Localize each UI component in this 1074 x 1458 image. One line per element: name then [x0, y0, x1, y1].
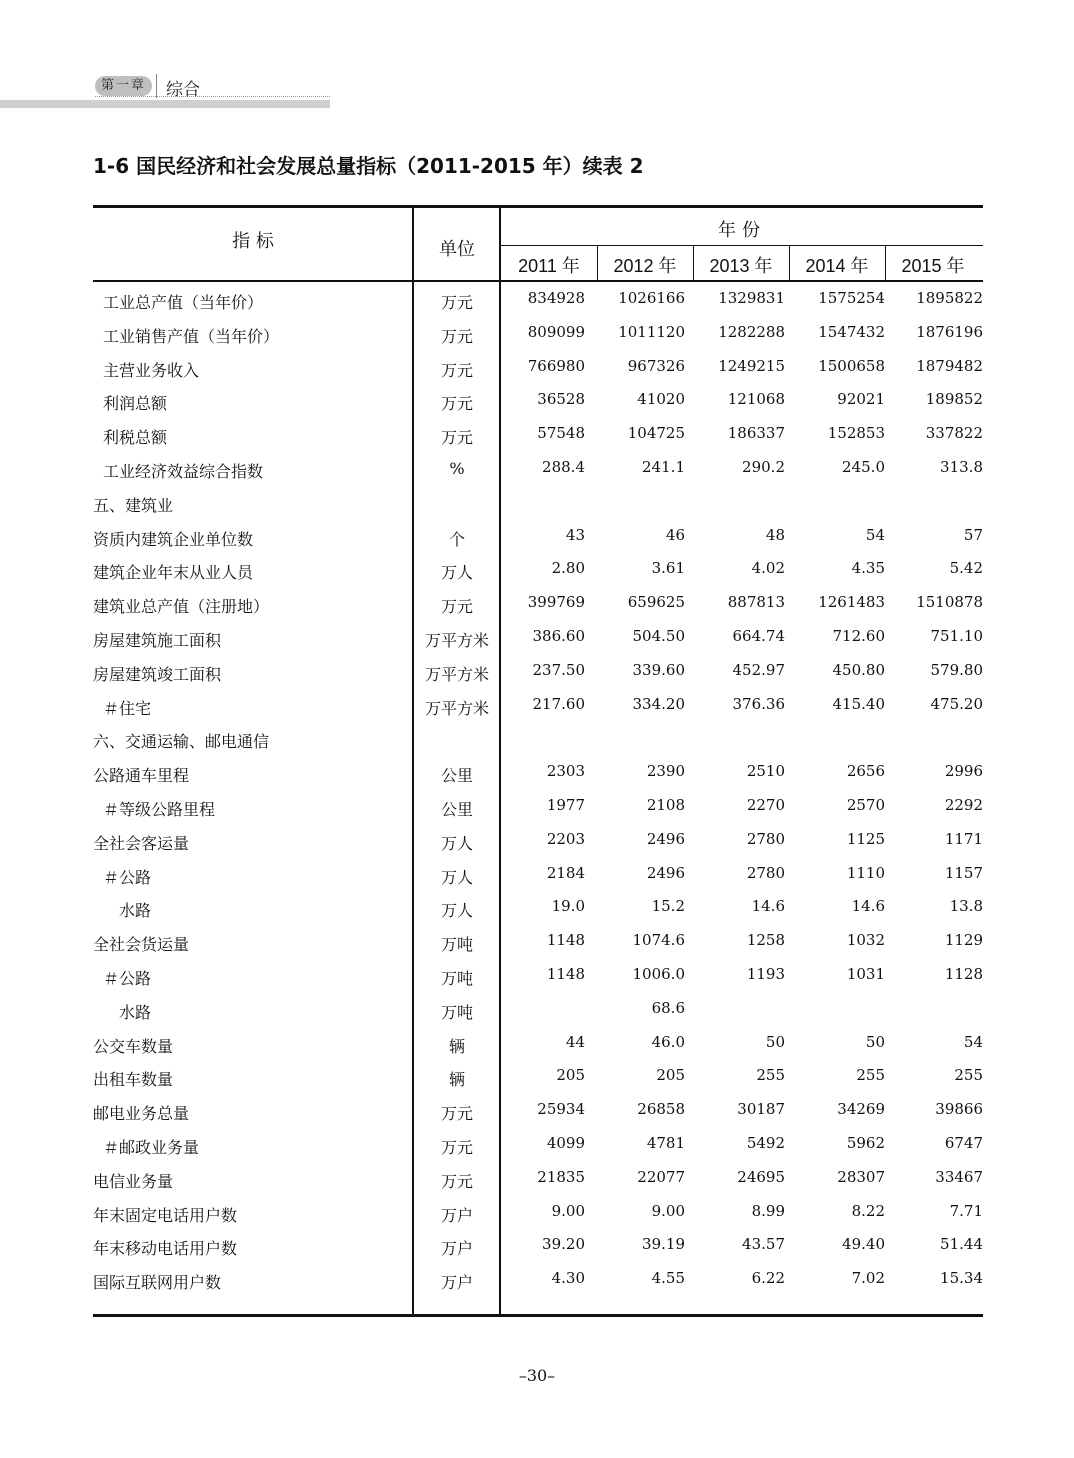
row-unit: 万吨 [440, 1002, 473, 1022]
row-value-cell: 241.1 [642, 457, 685, 476]
row-indicator-name: ＃公路 [103, 867, 152, 887]
row-value-cell: 1249215 [718, 356, 785, 375]
row-value-cell: 415.40 [832, 694, 885, 713]
row-unit: 万人 [440, 563, 473, 583]
row-value-cell: 313.8 [940, 457, 983, 476]
row-value-cell: 48 [765, 525, 785, 544]
row-value-cell: 13.8 [949, 897, 983, 916]
row-value-cell: 9.00 [551, 1201, 585, 1220]
table-row [93, 927, 983, 961]
row-value-cell: 14.6 [851, 897, 885, 916]
row-indicator-name: 电信业务量 [93, 1171, 174, 1191]
row-value-cell: 1011120 [618, 322, 685, 341]
year-group-rule [501, 245, 983, 246]
row-value-cell: 5492 [746, 1133, 785, 1152]
row-value-cell: 33467 [935, 1167, 983, 1186]
row-value-cell: 334.20 [632, 694, 685, 713]
row-value-cell: 9.00 [651, 1201, 685, 1220]
table-row [93, 420, 983, 454]
row-value-cell: 2292 [944, 795, 983, 814]
row-value-cell: 6747 [944, 1133, 983, 1152]
row-value-cell: 2510 [746, 762, 785, 781]
row-indicator-name: 六、交通运输、邮电通信 [93, 732, 270, 752]
row-value-cell: 28307 [837, 1167, 885, 1186]
row-indicator-name: 资质内建筑企业单位数 [93, 529, 254, 549]
table-row [93, 826, 983, 860]
row-value-cell: 1157 [944, 863, 983, 882]
row-unit: % [449, 458, 465, 478]
row-value-cell: 1032 [846, 931, 885, 950]
row-value-cell: 104725 [627, 424, 685, 443]
row-value-cell: 54 [865, 525, 885, 544]
row-value-cell: 245.0 [842, 457, 885, 476]
table-row [93, 623, 983, 657]
table-row [93, 860, 983, 894]
row-unit: 辆 [448, 1036, 465, 1056]
row-value-cell: 4781 [646, 1133, 685, 1152]
row-value-cell: 1129 [944, 931, 983, 950]
page-number: –30– [518, 1366, 556, 1385]
table-row [93, 1130, 983, 1164]
row-value-cell: 255 [856, 1066, 885, 1085]
row-indicator-name: 工业经济效益综合指数 [103, 461, 264, 481]
table-row [93, 1198, 983, 1232]
chapter-name: 综合 [166, 80, 200, 100]
row-value-cell: 217.60 [532, 694, 585, 713]
row-value-cell: 290.2 [742, 457, 785, 476]
header-year: 2011 年 [518, 256, 580, 276]
row-value-cell: 1193 [746, 964, 785, 983]
row-value-cell: 2996 [944, 762, 983, 781]
row-indicator-name: 水路 [119, 1002, 152, 1022]
row-value-cell: 1125 [846, 829, 885, 848]
row-unit: 万元 [440, 360, 473, 380]
table-row [93, 285, 983, 319]
row-value-cell: 57548 [537, 424, 585, 443]
row-indicator-name: 主营业务收入 [103, 360, 200, 380]
row-indicator-name: 国际互联网用户数 [93, 1273, 222, 1293]
table-row [93, 319, 983, 353]
row-value-cell: 2203 [546, 829, 585, 848]
chapter-badge: 第一章 [95, 76, 152, 96]
row-unit: 万元 [440, 597, 473, 617]
row-indicator-name: 五、建筑业 [93, 495, 174, 515]
row-unit: 万元 [440, 394, 473, 414]
header-unit: 单位 [439, 239, 475, 260]
row-value-cell: 1500658 [818, 356, 885, 375]
row-unit: 万吨 [440, 968, 473, 988]
row-value-cell: 475.20 [930, 694, 983, 713]
row-value-cell: 1074.6 [632, 931, 685, 950]
row-value-cell: 2780 [746, 863, 785, 882]
header-year-group: 年份 [718, 220, 766, 241]
row-value-cell: 1171 [944, 829, 983, 848]
row-value-cell: 92021 [837, 390, 885, 409]
row-value-cell: 44 [565, 1032, 585, 1051]
row-value-cell: 834928 [527, 289, 585, 307]
row-unit: 万人 [440, 867, 473, 887]
row-value-cell: 43.57 [742, 1235, 785, 1254]
table-row [93, 657, 983, 691]
row-value-cell: 50 [765, 1032, 785, 1051]
row-value-cell: 5962 [846, 1133, 885, 1152]
row-value-cell: 25934 [537, 1100, 585, 1119]
row-value-cell: 1510878 [916, 593, 983, 612]
row-value-cell: 43 [565, 525, 585, 544]
row-value-cell: 4.55 [651, 1269, 685, 1288]
row-value-cell: 288.4 [542, 457, 585, 476]
row-indicator-name: 出租车数量 [93, 1070, 174, 1090]
row-unit: 万元 [440, 1137, 473, 1157]
row-value-cell: 15.34 [940, 1269, 983, 1288]
table-row [93, 792, 983, 826]
row-value-cell: 46 [665, 525, 685, 544]
row-value-cell: 152853 [827, 424, 885, 443]
table-row [93, 1062, 983, 1096]
row-unit: 万人 [440, 901, 473, 921]
row-indicator-name: ＃邮政业务量 [103, 1137, 200, 1157]
row-value-cell: 751.10 [930, 626, 983, 645]
row-value-cell: 30187 [737, 1100, 785, 1119]
row-value-cell: 1026166 [618, 289, 685, 307]
row-indicator-name: 邮电业务总量 [93, 1104, 190, 1124]
table-row [93, 961, 983, 995]
row-value-cell: 54 [963, 1032, 983, 1051]
row-value-cell: 1977 [546, 795, 585, 814]
row-value-cell: 1547432 [818, 322, 885, 341]
row-unit: 辆 [448, 1070, 465, 1090]
table-row [93, 1231, 983, 1265]
row-value-cell: 339.60 [632, 660, 685, 679]
row-value-cell: 4.35 [851, 559, 885, 578]
row-unit: 公里 [440, 799, 473, 819]
row-value-cell: 6.22 [751, 1269, 785, 1288]
table-row [93, 353, 983, 387]
row-value-cell: 205 [656, 1066, 685, 1085]
table-row [93, 454, 983, 488]
table-row [93, 386, 983, 420]
row-value-cell: 809099 [527, 322, 585, 341]
row-value-cell: 579.80 [930, 660, 983, 679]
row-value-cell: 237.50 [532, 660, 585, 679]
row-value-cell: 49.40 [842, 1235, 885, 1254]
row-value-cell: 399769 [527, 593, 585, 612]
row-value-cell: 1876196 [916, 322, 983, 341]
table-header-rule [93, 280, 983, 282]
table-row [93, 691, 983, 725]
row-value-cell: 15.2 [651, 897, 685, 916]
row-value-cell: 36528 [537, 390, 585, 409]
row-value-cell: 19.0 [551, 897, 585, 916]
row-indicator-name: 工业总产值（当年价） [103, 293, 264, 312]
header-year: 2014 年 [805, 256, 869, 276]
row-indicator-name: 水路 [119, 901, 152, 921]
row-value-cell: 1895822 [916, 289, 983, 307]
row-value-cell: 189852 [925, 390, 983, 409]
row-value-cell: 452.97 [732, 660, 785, 679]
row-unit: 个 [448, 529, 465, 549]
row-value-cell: 1258 [746, 931, 785, 950]
row-value-cell: 386.60 [532, 626, 585, 645]
row-value-cell: 1879482 [916, 356, 983, 375]
row-value-cell: 51.44 [940, 1235, 983, 1254]
row-value-cell: 659625 [627, 593, 685, 612]
row-value-cell: 376.36 [732, 694, 785, 713]
row-value-cell: 1329831 [718, 289, 785, 307]
row-value-cell: 450.80 [832, 660, 885, 679]
row-value-cell: 337822 [925, 424, 983, 443]
row-value-cell: 39866 [935, 1100, 983, 1119]
row-indicator-name: 年末固定电话用户数 [93, 1205, 238, 1225]
row-unit: 万户 [440, 1273, 473, 1293]
table-row [93, 893, 983, 927]
row-indicator-name: 全社会客运量 [93, 833, 190, 853]
row-value-cell: 2780 [746, 829, 785, 848]
row-value-cell: 255 [954, 1066, 983, 1085]
row-value-cell: 504.50 [632, 626, 685, 645]
row-value-cell: 4.02 [751, 559, 785, 578]
table-row [93, 488, 983, 522]
row-value-cell: 34269 [837, 1100, 885, 1119]
row-unit: 万元 [440, 1171, 473, 1191]
row-value-cell: 2303 [546, 762, 585, 781]
row-indicator-name: ＃住宅 [103, 698, 152, 718]
row-unit: 万吨 [440, 935, 473, 955]
row-value-cell: 121068 [727, 390, 785, 409]
row-value-cell: 2270 [746, 795, 785, 814]
row-unit: 万元 [440, 293, 473, 312]
row-indicator-name: 年末移动电话用户数 [93, 1239, 238, 1259]
row-indicator-name: 建筑业总产值（注册地） [93, 597, 270, 617]
row-unit: 万元 [440, 326, 473, 346]
row-value-cell: 8.22 [851, 1201, 885, 1220]
row-value-cell: 21835 [537, 1167, 585, 1186]
table-row [93, 1265, 983, 1299]
table-row [93, 1029, 983, 1063]
row-value-cell: 967326 [627, 356, 685, 375]
row-indicator-name: ＃公路 [103, 968, 152, 988]
row-value-cell: 1282288 [718, 322, 785, 341]
row-unit: 万平方米 [424, 698, 489, 718]
row-value-cell: 4.30 [551, 1269, 585, 1288]
row-indicator-name: 房屋建筑施工面积 [93, 630, 222, 650]
row-unit: 公里 [440, 766, 473, 786]
row-value-cell: 1575254 [818, 289, 885, 307]
row-indicator-name: 公交车数量 [93, 1036, 174, 1056]
row-unit: 万平方米 [424, 630, 489, 650]
table-row [93, 522, 983, 556]
row-value-cell: 3.61 [651, 559, 685, 578]
row-value-cell: 2496 [646, 863, 685, 882]
header-year: 2012 年 [613, 256, 677, 276]
row-value-cell: 2.80 [551, 559, 585, 578]
row-value-cell: 5.42 [949, 559, 983, 578]
table-row [93, 995, 983, 1029]
row-value-cell: 1148 [546, 964, 585, 983]
row-value-cell: 1128 [944, 964, 983, 983]
row-indicator-name: 全社会货运量 [93, 935, 190, 955]
row-value-cell: 41020 [637, 390, 685, 409]
header-dotted-rule [95, 96, 330, 97]
row-value-cell: 712.60 [832, 626, 885, 645]
row-value-cell: 1006.0 [632, 964, 685, 983]
row-value-cell: 39.19 [642, 1235, 685, 1254]
table-bottom-rule [93, 1314, 983, 1317]
row-indicator-name: 建筑企业年末从业人员 [93, 563, 254, 583]
row-value-cell: 1110 [846, 863, 885, 882]
header-separator [156, 74, 157, 98]
row-value-cell: 2656 [846, 762, 885, 781]
header-band [0, 100, 330, 108]
table-row [93, 1164, 983, 1198]
row-unit: 万元 [440, 428, 473, 448]
row-value-cell: 14.6 [751, 897, 785, 916]
header-year: 2015 年 [901, 256, 965, 276]
row-value-cell: 4099 [546, 1133, 585, 1152]
row-indicator-name: 工业销售产值（当年价） [103, 326, 280, 346]
row-value-cell: 1148 [546, 931, 585, 950]
row-value-cell: 50 [865, 1032, 885, 1051]
row-unit: 万户 [440, 1205, 473, 1225]
table-title: 1-6 国民经济和社会发展总量指标（2011-2015 年）续表 2 [93, 154, 644, 178]
row-value-cell: 1261483 [818, 593, 885, 612]
table-row [93, 589, 983, 623]
row-unit: 万平方米 [424, 664, 489, 684]
row-value-cell: 2496 [646, 829, 685, 848]
row-indicator-name: 公路通车里程 [93, 766, 190, 786]
row-value-cell: 664.74 [732, 626, 785, 645]
row-value-cell: 186337 [727, 424, 785, 443]
row-value-cell: 22077 [637, 1167, 685, 1186]
header-year: 2013 年 [709, 256, 773, 276]
table-row [93, 724, 983, 758]
header-indicator: 指 标 [232, 231, 274, 252]
row-value-cell: 1031 [846, 964, 885, 983]
row-value-cell: 57 [963, 525, 983, 544]
row-unit: 万户 [440, 1239, 473, 1259]
table-top-rule [93, 205, 983, 208]
row-indicator-name: 利税总额 [103, 428, 168, 448]
row-value-cell: 205 [556, 1066, 585, 1085]
row-value-cell: 46.0 [651, 1032, 685, 1051]
row-value-cell: 7.02 [851, 1269, 885, 1288]
table-row [93, 555, 983, 589]
row-indicator-name: 利润总额 [103, 394, 168, 414]
table-body [93, 285, 983, 1299]
row-value-cell: 2184 [546, 863, 585, 882]
row-value-cell: 255 [756, 1066, 785, 1085]
table-row [93, 758, 983, 792]
row-value-cell: 24695 [737, 1167, 785, 1186]
row-value-cell: 887813 [727, 593, 785, 612]
row-indicator-name: 房屋建筑竣工面积 [93, 664, 222, 684]
table-row [93, 1096, 983, 1130]
row-unit: 万人 [440, 833, 473, 853]
row-value-cell: 2570 [846, 795, 885, 814]
row-value-cell: 39.20 [542, 1235, 585, 1254]
row-value-cell: 7.71 [949, 1201, 983, 1220]
row-value-cell: 2108 [646, 795, 685, 814]
row-unit: 万元 [440, 1104, 473, 1124]
row-value-cell: 766980 [527, 356, 585, 375]
row-value-cell: 26858 [637, 1100, 685, 1119]
row-value-cell: 2390 [646, 762, 685, 781]
row-indicator-name: ＃等级公路里程 [103, 799, 216, 819]
row-value-cell: 68.6 [651, 998, 685, 1017]
row-value-cell: 8.99 [751, 1201, 785, 1220]
